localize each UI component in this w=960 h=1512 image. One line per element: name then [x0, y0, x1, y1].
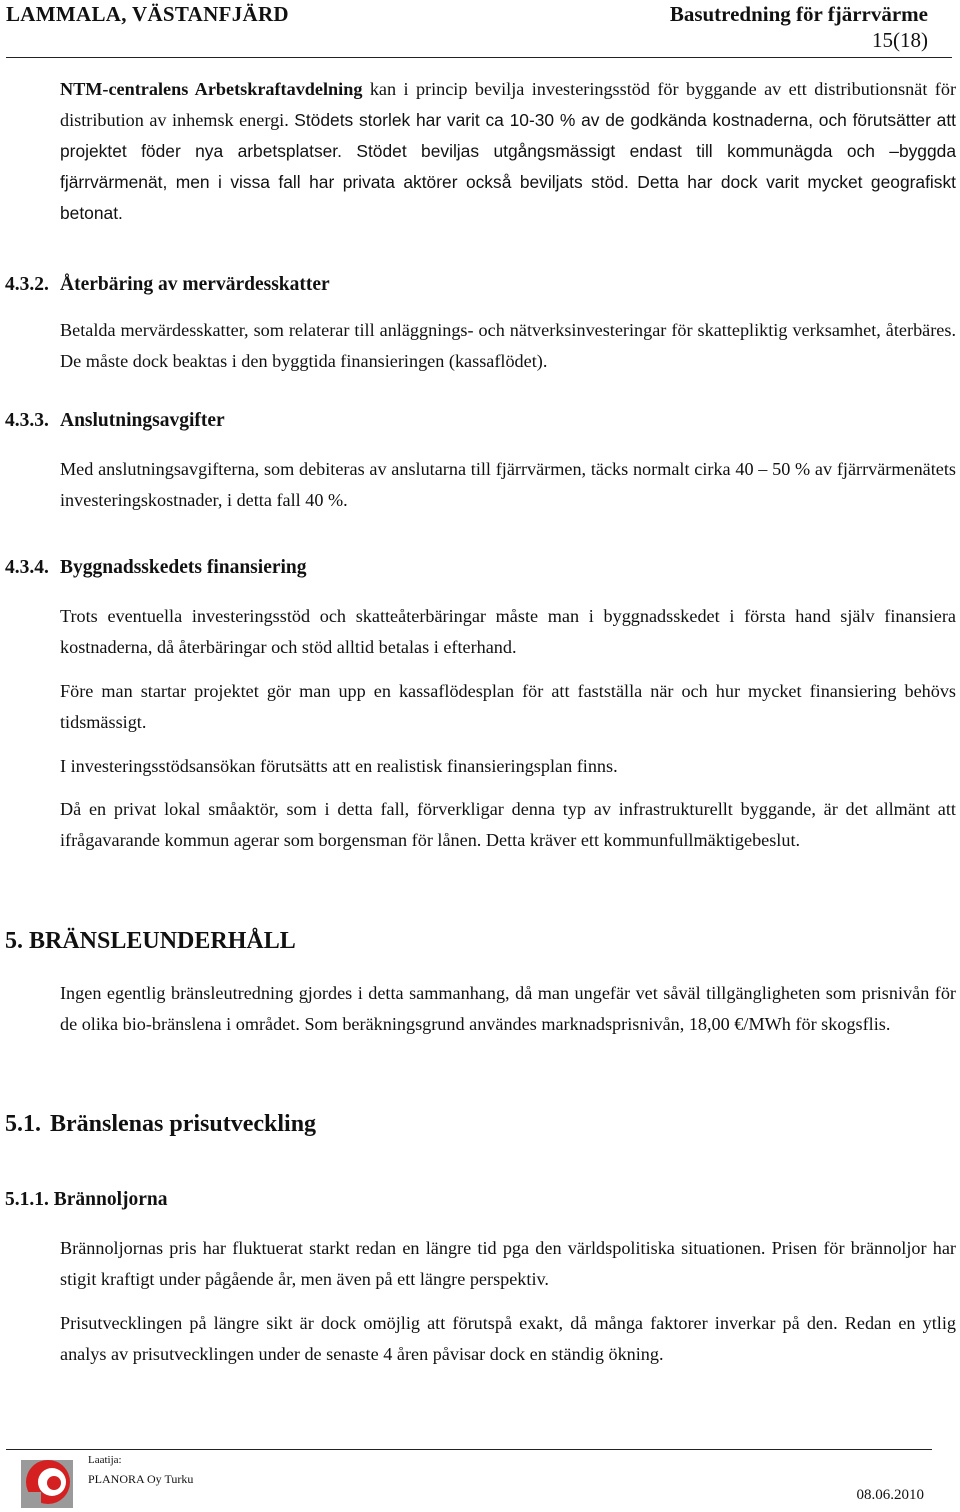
paragraph-4-3-4-3: I investeringsstödsansökan förutsätts att en realistisk finansieringsplan finns. [60, 756, 618, 776]
intro-bold-lead: NTM-centralens Arbetskraftavdelning [60, 79, 363, 99]
paragraph-4-3-4-2: Före man startar projektet gör man upp en kassaflödesplan för att fastställa när och hur mycket finansiering behövs tidsmässigt. [60, 681, 956, 732]
intro-paragraph [60, 74, 956, 229]
heading-4-3-3 [5, 408, 225, 434]
paragraph-5-1-1-2: Prisutvecklingen på längre sikt är dock omöjlig att förutspå exakt, då många faktorer inverkar på den. Redan en ytlig analys av prisutvecklingen under de senaste 4 åren påvisar dock en ständig ökning. [60, 1313, 956, 1364]
intro-text-2: Stödets storlek har varit ca 10-30 % av de godkända kostnaderna, och förutsätter att projektet föder nya arbetsplatser. Stödet beviljas utgångsmässigt endast till kommunägda och –byggda fjärrvärmenät, men i vissa fall har privata aktörer också beviljats stöd. Detta har dock varit mycket geografiskt betonat. [60, 110, 956, 223]
heading-4-3-2 [5, 272, 330, 298]
heading-title: Byggnadsskedets finansiering [60, 557, 307, 578]
header-divider [6, 57, 952, 58]
heading-number: 4.3.2. [5, 274, 49, 295]
intro-text-1: kan i princip bevilja investeringsstöd för byggande av ett distributionsnät för distribution av inhemsk energi. [60, 79, 956, 130]
heading-number: 4.3.3. [5, 410, 49, 431]
paragraph-5-1-1-1: Brännoljornas pris har fluktuerat starkt redan en längre tid pga den världspolitiska situationen. Prisen för brännoljor har stigit kraftigt under pågående år, men även på ett längre perspektiv. [60, 1238, 956, 1289]
heading-number: 4.3.4. [5, 557, 49, 578]
heading-number: 5.1. [5, 1111, 41, 1137]
heading-title: Anslutningsavgifter [60, 410, 225, 431]
page-number: 15(18) [872, 28, 928, 52]
heading-4-3-4 [5, 555, 307, 581]
paragraph-4-3-2-1: Betalda mervärdesskatter, som relaterar till anläggnings- och nätverksinvesteringar för skattepliktig verksamhet, återbäres. De måste dock beaktas i den byggtida finansieringen (kassaflödet). [60, 320, 956, 371]
footer-author-label: Laatija: [88, 1454, 122, 1466]
heading-title: Återbäring av mervärdesskatter [60, 274, 330, 295]
paragraph-4-3-4-4: Då en privat lokal småaktör, som i detta fall, förverkligar denna typ av infrastrukturellt byggande, är det allmänt att ifrågavarande kommun agerar som borgensman för lånen. Detta kräver ett kommunfullmäktigebeslut. [60, 799, 956, 850]
header-right-title: Basutredning för fjärrvärme [669, 2, 928, 26]
heading-5-1-1: 5.1.1. Brännoljorna [5, 1189, 168, 1210]
paragraph-4-3-4-1: Trots eventuella investeringsstöd och skatteåterbäringar måste man i byggnadsskedet i första hand själv finansiera kostnaderna, då återbäringar och stöd alltid betalas i efterhand. [60, 606, 956, 657]
header-left-title: LAMMALA, VÄSTANFJÄRD [6, 2, 289, 26]
planora-logo-icon [18, 1452, 76, 1510]
heading-title: Bränslenas prisutveckling [50, 1111, 317, 1137]
paragraph-4-3-3-1: Med anslutningsavgifterna, som debiteras av anslutarna till fjärrvärmen, täcks normalt cirka 40 – 50 % av fjärrvärmenätets investeringskostnader, i detta fall 40 %. [60, 459, 956, 510]
footer-company: PLANORA Oy Turku [88, 1472, 194, 1486]
footer-divider [6, 1449, 932, 1450]
paragraph-5-1: Ingen egentlig bränsleutredning gjordes i detta sammanhang, då man ungefär vet såväl tillgängligheten som prisnivån för de olika bio-bränslena i området. Som beräkningsgrund användes marknadsprisnivån, 18,00 €/MWh för skogsflis. [60, 983, 956, 1034]
heading-5: 5. BRÄNSLEUNDERHÅLL [5, 928, 296, 954]
footer-date: 08.06.2010 [856, 1487, 924, 1503]
heading-5-1 [5, 1109, 316, 1139]
